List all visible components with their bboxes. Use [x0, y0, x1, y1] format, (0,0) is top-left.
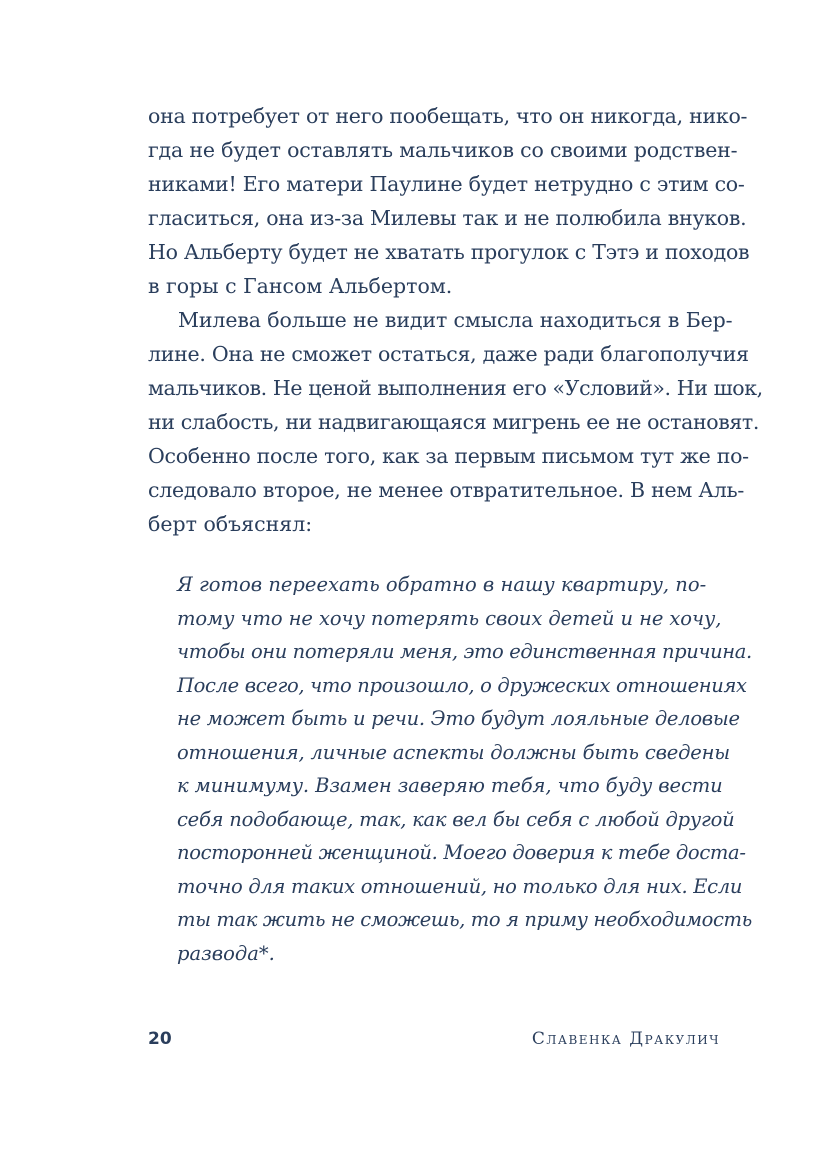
quote-line: чтобы они потеряли меня, это единственная причина. — [177, 640, 752, 663]
letter-quote — [177, 568, 752, 970]
text-line: она потребует от него пообещать, что он никогда, нико- — [148, 104, 748, 128]
page-footer — [148, 1024, 720, 1054]
running-head-author: Славенка Дракулич — [531, 1029, 720, 1049]
quote-line: не может быть и речи. Это будут лояльные деловые — [177, 707, 740, 730]
text-line: лине. Она не сможет остаться, даже ради благополучия — [148, 342, 749, 366]
quote-line: После всего, что произошло, о дружеских отношениях — [177, 673, 747, 697]
text-line: гда не будет оставлять мальчиков со своими родствен- — [148, 138, 738, 162]
quote-line: к минимуму. Взамен заверяю тебя, что буду вести — [177, 774, 723, 797]
text-line: следовало второе, не менее отвратительное. В нем Аль- — [148, 478, 745, 502]
text-line: Особенно после того, как за первым письмом тут же по- — [148, 444, 749, 468]
quote-line: ты так жить не сможешь, то я приму необходимость — [177, 908, 752, 931]
page-number: 20 — [148, 1029, 172, 1049]
text-line: мальчиков. Не ценой выполнения его «Условий». Ни шок, — [148, 376, 763, 400]
text-line: берт объяснял: — [148, 512, 313, 536]
text-line: гласиться, она из-за Милевы так и не полюбила внуков. — [148, 206, 747, 230]
quote-line: тому что не хочу потерять своих детей и не хочу, — [177, 606, 722, 630]
quote-line: отношения, личные аспекты должны быть сведены — [177, 740, 731, 764]
body-text — [148, 99, 763, 541]
text-line: Но Альберту будет не хватать прогулок с Тэтэ и походов — [148, 240, 750, 264]
quote-line: развода*. — [177, 941, 275, 965]
text-line: Милева больше не видит смысла находиться в Бер- — [178, 308, 733, 332]
quote-line: точно для таких отношений, но только для них. Если — [177, 874, 743, 898]
quote-line: Я готов переехать обратно в нашу квартиру, по- — [177, 573, 707, 596]
text-line: никами! Его матери Паулине будет нетрудно с этим со- — [148, 172, 745, 196]
text-line: ни слабость, ни надвигающаяся мигрень ее не остановят. — [148, 410, 760, 434]
text-line: в горы с Гансом Альбертом. — [148, 274, 453, 298]
quote-line: себя подобающе, так, как вел бы себя с любой другой — [177, 807, 735, 831]
quote-line: посторонней женщиной. Моего доверия к тебе доста- — [177, 841, 746, 864]
